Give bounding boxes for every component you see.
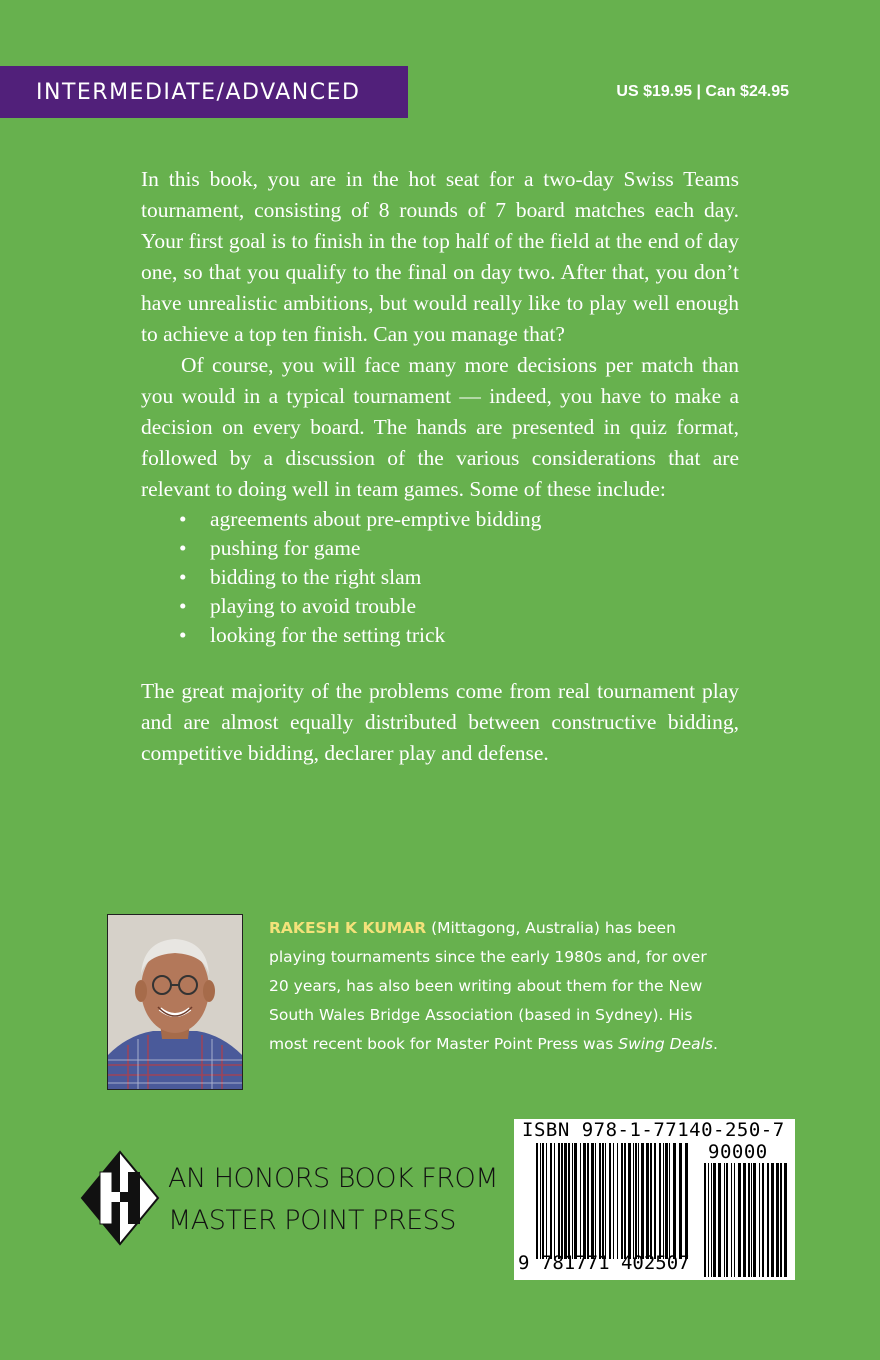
list-item: • agreements about pre-emptive bidding — [179, 505, 739, 534]
back-cover-blurb — [141, 164, 739, 769]
author-portrait-image — [108, 915, 242, 1089]
ean-digits: 9 781771 402507 — [518, 1252, 690, 1274]
barcode-bar — [753, 1163, 756, 1277]
barcode-bar — [669, 1143, 670, 1259]
barcode-bar — [624, 1143, 626, 1259]
list-item: • looking for the setting trick — [179, 621, 739, 650]
barcode-bar — [583, 1143, 586, 1259]
barcode-bar — [663, 1143, 664, 1259]
barcode-bar — [595, 1143, 596, 1259]
barcode-bar — [654, 1143, 656, 1259]
honors-h-icon — [80, 1150, 160, 1246]
level-banner — [0, 66, 408, 118]
author-name: RAKESH K KUMAR — [269, 919, 427, 937]
barcode-bar — [659, 1143, 661, 1259]
barcode-bar — [536, 1143, 538, 1259]
author-bio-end: . — [713, 1035, 718, 1053]
topic-list — [141, 505, 739, 650]
barcode-bar — [751, 1163, 752, 1277]
barcode-bar — [554, 1143, 555, 1259]
blurb-paragraph-1: In this book, you are in the hot seat for a two-day Swiss Teams tournament, consisting of 8 rounds of 7 board matches each day. Your first goal is to finish in the top half of the field at the end of day one, so that you qualify to the final on day two. After that, you don’t have unrealistic ambitions, but would really like to play well enough to achieve a top ten finish. Can you manage that? — [141, 167, 739, 346]
barcode-bar — [609, 1143, 611, 1259]
barcode-bar — [568, 1143, 570, 1259]
list-item: • playing to avoid trouble — [179, 592, 739, 621]
barcode-bar — [748, 1163, 750, 1277]
barcode-bar — [580, 1143, 581, 1259]
barcode-bar — [550, 1143, 552, 1259]
author-bio-text: (Mittagong, Australia) has been playing tournaments since the early 1980s and, for over 20 years, has also been writing about them for the New South Wales Bridge Association (based in Sydney). His most recent book for Master Point Press was — [269, 919, 707, 1053]
barcode-bar — [633, 1143, 634, 1259]
bullet-glyph: • — [179, 565, 187, 589]
barcode-bar — [767, 1163, 769, 1277]
barcode-bar — [617, 1143, 618, 1259]
barcode-bar — [628, 1143, 631, 1259]
bullet-glyph: • — [179, 594, 187, 618]
barcode-bar — [771, 1163, 774, 1277]
barcode-bar — [711, 1163, 712, 1277]
barcode-bar — [738, 1163, 741, 1277]
barcode-bar — [641, 1143, 644, 1259]
barcode-bar — [591, 1143, 594, 1259]
barcode-bar — [743, 1163, 746, 1277]
barcode-bar — [679, 1143, 682, 1259]
blurb-paragraph-2: Of course, you will face many more decisions per match than you would in a typical tournament — indeed, you have to make a decision on every board. The hands are presented in quiz format, followed by a discussion of the various considerations that are relevant to doing well in team games. Some of these include: — [141, 353, 739, 501]
isbn-barcode — [514, 1119, 795, 1280]
bullet-glyph: • — [179, 623, 187, 647]
barcode-bar — [621, 1143, 623, 1259]
barcode-bar — [599, 1143, 601, 1259]
barcode-bar — [762, 1163, 764, 1277]
barcode-bar — [685, 1143, 688, 1259]
barcode-bar — [635, 1143, 637, 1259]
barcode-bar — [542, 1143, 544, 1259]
isbn-label: ISBN 978-1-77140-250-7 — [522, 1119, 785, 1141]
barcode-bar — [784, 1163, 787, 1277]
barcode-bar — [587, 1143, 589, 1259]
barcode-bar — [605, 1143, 606, 1259]
barcode-bar — [574, 1143, 577, 1259]
bullet-glyph: • — [179, 536, 187, 560]
barcode-bar — [759, 1163, 760, 1277]
barcode-bar — [673, 1143, 676, 1259]
blurb-paragraph-3: The great majority of the problems come from real tournament play and are almost equally distributed between constructive bidding, competitive bidding, declarer play and defense. — [141, 679, 739, 765]
price-label: US $19.95 | Can $24.95 — [616, 83, 789, 100]
barcode-bar — [726, 1163, 728, 1277]
barcode-bar — [665, 1143, 668, 1259]
barcode-bar — [540, 1143, 541, 1259]
barcode-bar — [638, 1143, 639, 1259]
level-label: INTERMEDIATE/ADVANCED — [36, 79, 361, 105]
barcode-bar — [713, 1163, 716, 1277]
bullet-glyph: • — [179, 507, 187, 531]
honors-logo — [80, 1150, 160, 1246]
barcode-bar — [734, 1163, 735, 1277]
barcode-bar — [731, 1163, 732, 1277]
barcode-bar — [572, 1143, 573, 1259]
barcode-bar — [613, 1143, 614, 1259]
publisher-imprint — [168, 1158, 498, 1242]
barcode-bar — [724, 1163, 725, 1277]
imprint-line-2: MASTER POINT PRESS — [168, 1205, 456, 1236]
barcode-bar — [646, 1143, 649, 1259]
barcode-bar — [776, 1163, 779, 1277]
barcode-bar — [561, 1143, 563, 1259]
imprint-line-1: AN HONORS BOOK FROM — [168, 1163, 499, 1194]
previous-book-title: Swing Deals — [618, 1035, 713, 1053]
barcode-bar — [650, 1143, 652, 1259]
barcode-bar — [558, 1143, 560, 1259]
barcode-bar — [564, 1143, 567, 1259]
list-item: • pushing for game — [179, 534, 739, 563]
price-addon-code: 90000 — [708, 1141, 768, 1163]
author-bio — [269, 914, 729, 1059]
list-item: • bidding to the right slam — [179, 563, 739, 592]
barcode-bar — [718, 1163, 721, 1277]
barcode-bar — [708, 1163, 709, 1277]
barcode-bar — [546, 1143, 547, 1259]
author-photo — [107, 914, 243, 1090]
barcode-bar — [780, 1163, 782, 1277]
barcode-bar — [602, 1143, 604, 1259]
barcode-bar — [704, 1163, 706, 1277]
